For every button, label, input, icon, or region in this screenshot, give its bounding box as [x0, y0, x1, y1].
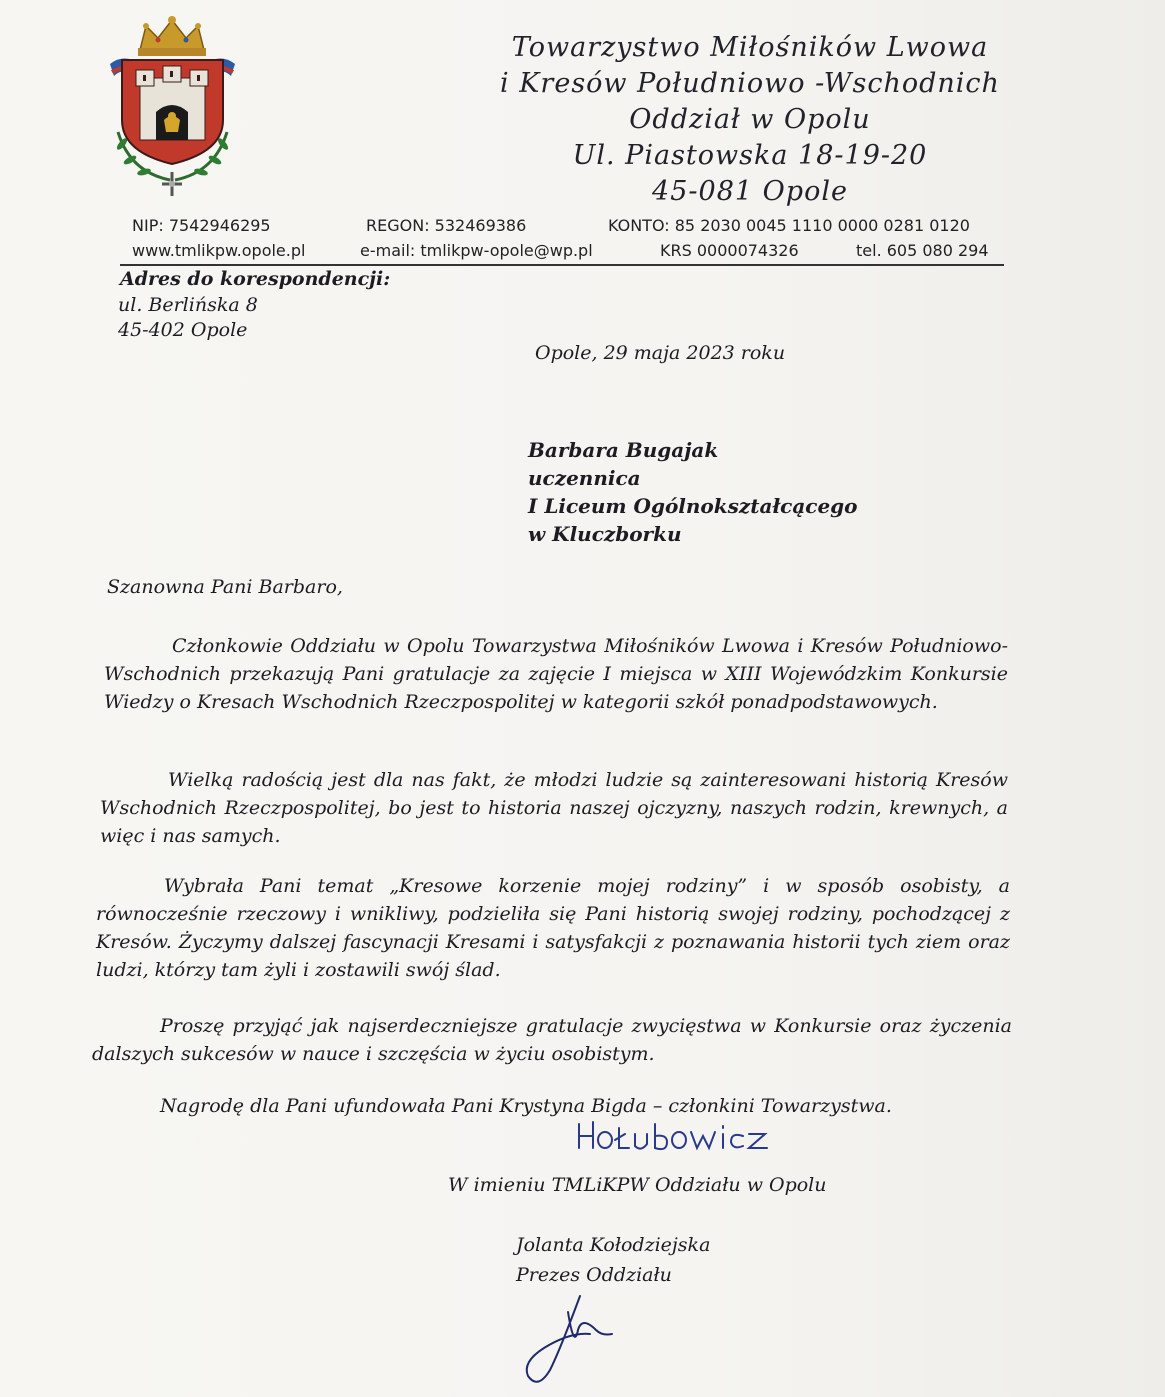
- signer-name: Jolanta Kołodziejska: [516, 1234, 711, 1256]
- letter-date: Opole, 29 maja 2023 roku: [535, 342, 786, 364]
- correspondence-city: 45-402 Opole: [118, 319, 248, 341]
- recipient-line: I Liceum Ogólnokształcącego: [528, 494, 858, 518]
- paragraph-text: Nagrodę dla Pani ufundowała Pani Krystyna Bigda – członkini Towarzystwa.: [160, 1095, 892, 1117]
- organization-header: [420, 30, 1080, 210]
- correspondence-street: ul. Berlińska 8: [118, 294, 258, 316]
- paragraph: [96, 872, 1010, 984]
- paragraph-text: Wybrała Pani temat „Kresowe korzenie mojej rodziny” i w sposób osobisty, a równocześnie rzeczowy i wnikliwy, podzieliła się Pani historią swojej rodziny, pochodzącej z Kresów. Życzymy dalszej fascynacji Kresami i satysfakcji z poznawania historii tych ziem oraz ludzi, którzy tam żyli i zostawili swój ślad.: [96, 875, 1010, 981]
- org-line: Ul. Piastowska 18-19-20: [572, 140, 928, 171]
- bank-account: KONTO: 85 2030 0045 1110 0000 0281 0120: [608, 216, 970, 235]
- paragraph-text: Wielką radością jest dla nas fakt, że młodzi ludzie są zainteresowani historią Kresów Wschodnich Rzeczpospolitej, bo jest to historia naszej ojczyzny, naszych rodzin, krewnych, a więc i nas samych.: [100, 769, 1008, 847]
- website: www.tmlikpw.opole.pl: [132, 241, 306, 260]
- paragraph: [104, 632, 1008, 716]
- regon-number: REGON: 532469386: [366, 216, 527, 235]
- paragraph-text: Członkowie Oddziału w Opolu Towarzystwa Miłośników Lwowa i Kresów Południowo-Wschodnich przekazują Pani gratulacje za zajęcie I miejsca w XIII Wojewódzkim Konkursie Wiedzy o Kresach Wschodnich Rzeczpospolitej w kategorii szkół ponadpodstawowych.: [104, 635, 1008, 713]
- nip-number: NIP: 7542946295: [132, 216, 271, 235]
- signature-icon: [520, 1290, 640, 1390]
- recipient-block: [528, 436, 858, 548]
- header-divider: [120, 264, 1004, 266]
- recipient-line: w Kluczborku: [528, 522, 682, 546]
- org-line: 45-081 Opole: [652, 176, 848, 207]
- paragraph: [92, 1092, 1012, 1120]
- coat-of-arms-icon: [100, 12, 245, 197]
- email: e-mail: tmlikpw-opole@wp.pl: [360, 241, 593, 260]
- salutation: Szanowna Pani Barbaro,: [107, 576, 343, 598]
- signer-title: Prezes Oddziału: [516, 1264, 672, 1286]
- paragraph: [92, 1012, 1012, 1068]
- krs-number: KRS 0000074326: [660, 241, 799, 260]
- recipient-line: uczennica: [528, 466, 641, 490]
- phone: tel. 605 080 294: [856, 241, 989, 260]
- org-line: Oddział w Opolu: [629, 104, 871, 135]
- correspondence-heading: Adres do korespondencji:: [120, 268, 391, 290]
- org-line: i Kresów Południowo -Wschodnich: [500, 68, 1000, 99]
- handwritten-note-icon: [575, 1118, 775, 1154]
- closing-line: W imieniu TMLiKPW Oddziału w Opolu: [448, 1174, 827, 1196]
- org-line: Towarzystwo Miłośników Lwowa: [511, 32, 989, 63]
- paragraph-text: Proszę przyjąć jak najserdeczniejsze gratulacje zwycięstwa w Konkursie oraz życzenia dalszych sukcesów w nauce i szczęścia w życiu osobistym.: [92, 1015, 1012, 1065]
- paragraph: [100, 766, 1008, 850]
- recipient-line: Barbara Bugajak: [528, 438, 719, 462]
